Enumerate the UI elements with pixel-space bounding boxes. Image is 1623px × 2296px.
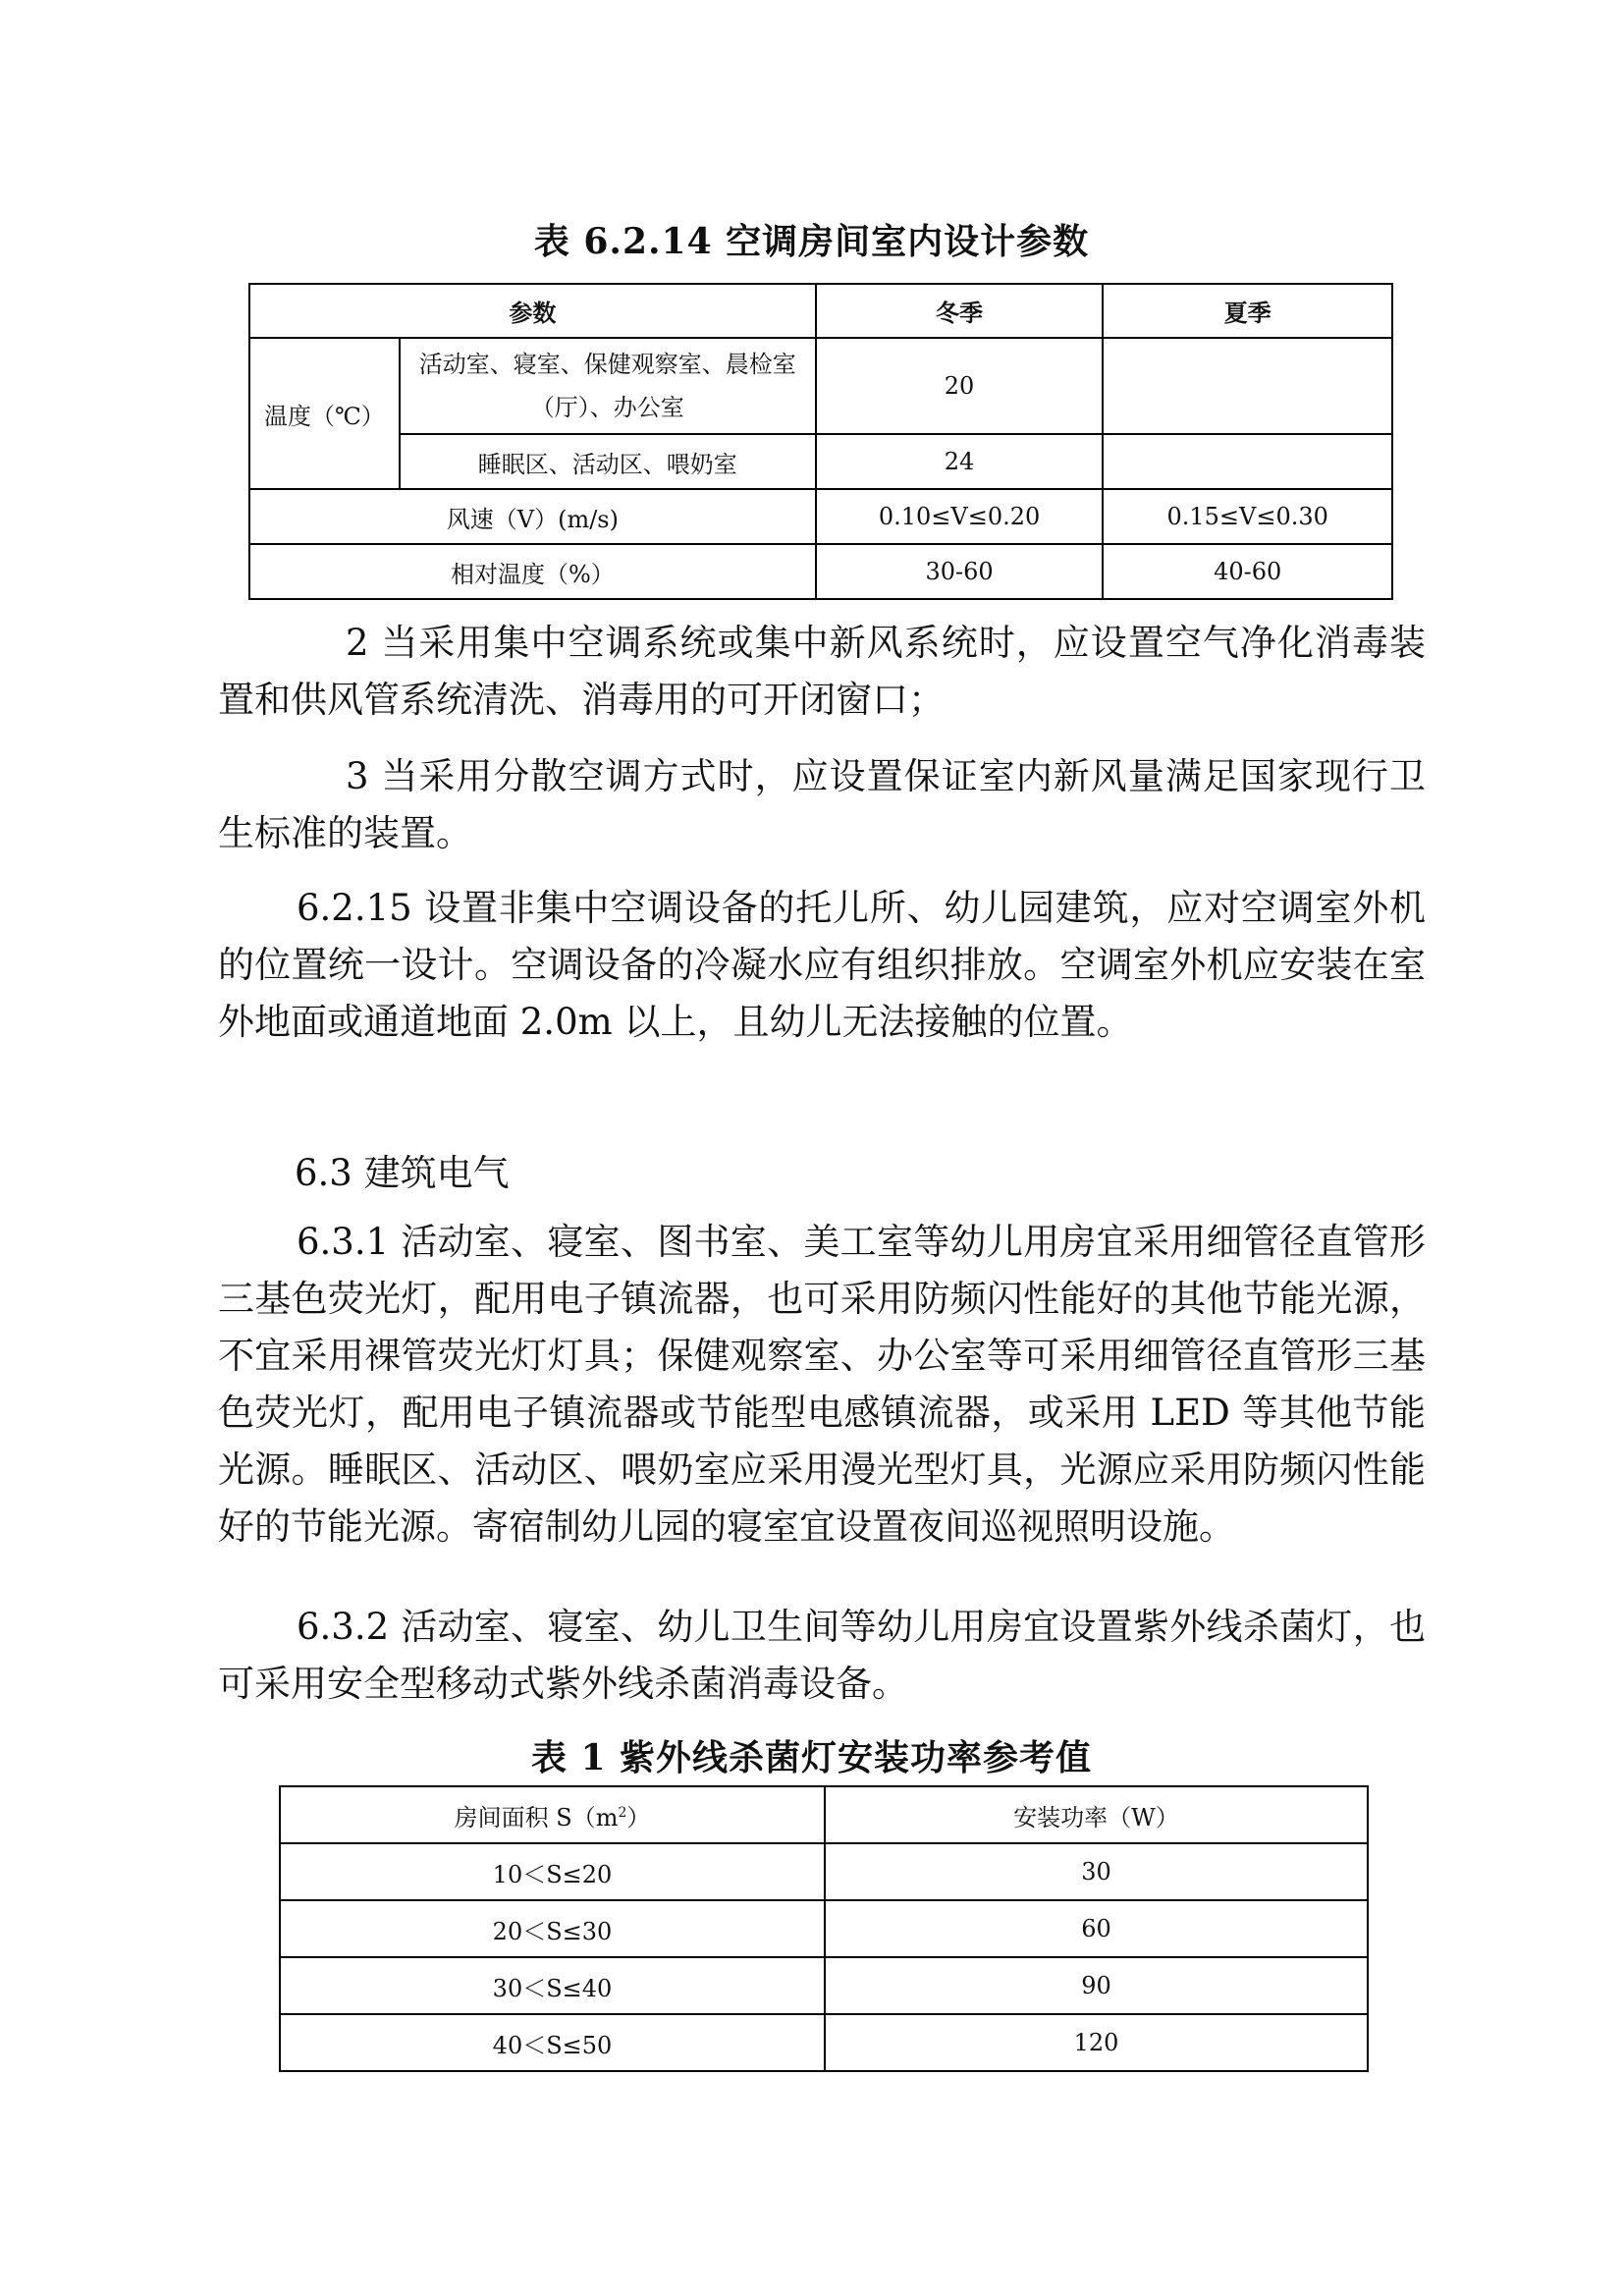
table2-title: 表 1 紫外线杀菌灯安装功率参考值 <box>530 1737 1093 1778</box>
row-summer-value <box>1103 434 1392 489</box>
area-cell: 40＜S≤50 <box>280 2014 825 2071</box>
row-winter-value: 20 <box>816 338 1104 434</box>
temperature-label: 温度（℃） <box>249 338 400 489</box>
paragraph-6-3-1: 6.3.1 活动室、寝室、图书室、美工室等幼儿用房宜采用细管径直管形三基色荧光灯，配用电子镇流器，也可采用防频闪性能好的其他节能光源，不宜采用裸管荧光灯灯具；保健观察室、办公室等可采用细管径直管形三基色荧光灯，配用电子镇流器或节能型电感镇流器，或采用 LED 等其他节能光源。睡眠区、活动区、喂奶室应采用漫光型灯具，光源应采用防频闪性能好的节能光源。寄宿制幼儿园的寝室宜设置夜间巡视照明设施。 <box>218 1221 1426 1548</box>
wind-winter-value: 0.10≤V≤0.20 <box>816 489 1104 544</box>
paragraph-item-3: 3 当采用分散空调方式时，应设置保证室内新风量满足国家现行卫生标准的装置。 <box>218 755 1426 854</box>
row-sub-label: 活动室、寝室、保健观察室、晨检室（厅）、办公室 <box>400 338 816 434</box>
wind-label: 风速（V）(m/s) <box>249 489 816 544</box>
power-cell: 120 <box>825 2014 1368 2071</box>
paragraph-6-3-2: 6.3.2 活动室、寝室、幼儿卫生间等幼儿用房宜设置紫外线杀菌灯，也可采用安全型移动式紫外线杀菌消毒设备。 <box>218 1606 1426 1705</box>
area-cell: 10＜S≤20 <box>280 1843 825 1900</box>
table-row <box>249 338 1392 434</box>
design-parameters-table <box>248 283 1393 600</box>
power-cell: 60 <box>825 1900 1368 1957</box>
area-cell: 30＜S≤40 <box>280 1957 825 2014</box>
uv-lamp-power-table <box>279 1785 1369 2072</box>
header-room-area: 房间面积 $S(m^2)$ <box>280 1786 825 1843</box>
header-summer: 夏季 <box>1103 284 1392 338</box>
table-row <box>249 544 1392 599</box>
table1-title: 表 6.2.14 空调房间室内设计参数 <box>533 221 1090 262</box>
section-heading-6-3: 6.3 建筑电气 <box>295 1152 510 1194</box>
row-summer-value <box>1103 338 1392 434</box>
table-row <box>280 1843 1368 1900</box>
header-install-power: 安装功率（W） <box>825 1786 1368 1843</box>
power-cell: 30 <box>825 1843 1368 1900</box>
table-row <box>249 434 1392 489</box>
table-header-row <box>280 1786 1368 1843</box>
table-row <box>280 2014 1368 2071</box>
humidity-label: 相对温度（%） <box>249 544 816 599</box>
humidity-winter-value: 30-60 <box>816 544 1104 599</box>
header-parameter: 参数 <box>249 284 816 338</box>
paragraph-item-2: 2 当采用集中空调系统或集中新风系统时，应设置空气净化消毒装置和供风管系统清洗、消毒用的可开闭窗口； <box>218 622 1426 721</box>
table-header-row <box>249 284 1392 338</box>
row-sub-label: 睡眠区、活动区、喂奶室 <box>400 434 816 489</box>
paragraph-6-2-15: 6.2.15 设置非集中空调设备的托儿所、幼儿园建筑，应对空调室外机的位置统一设计。空调设备的冷凝水应有组织排放。空调室外机应安装在室外地面或通道地面 2.0m 以上，且幼儿无法接触的位置。 <box>218 887 1426 1043</box>
header-winter: 冬季 <box>816 284 1104 338</box>
table-row <box>280 1900 1368 1957</box>
table-row <box>280 1957 1368 2014</box>
wind-summer-value: 0.15≤V≤0.30 <box>1103 489 1392 544</box>
power-cell: 90 <box>825 1957 1368 2014</box>
table-row <box>249 489 1392 544</box>
row-winter-value: 24 <box>816 434 1104 489</box>
area-cell: 20＜S≤30 <box>280 1900 825 1957</box>
humidity-summer-value: 40-60 <box>1103 544 1392 599</box>
